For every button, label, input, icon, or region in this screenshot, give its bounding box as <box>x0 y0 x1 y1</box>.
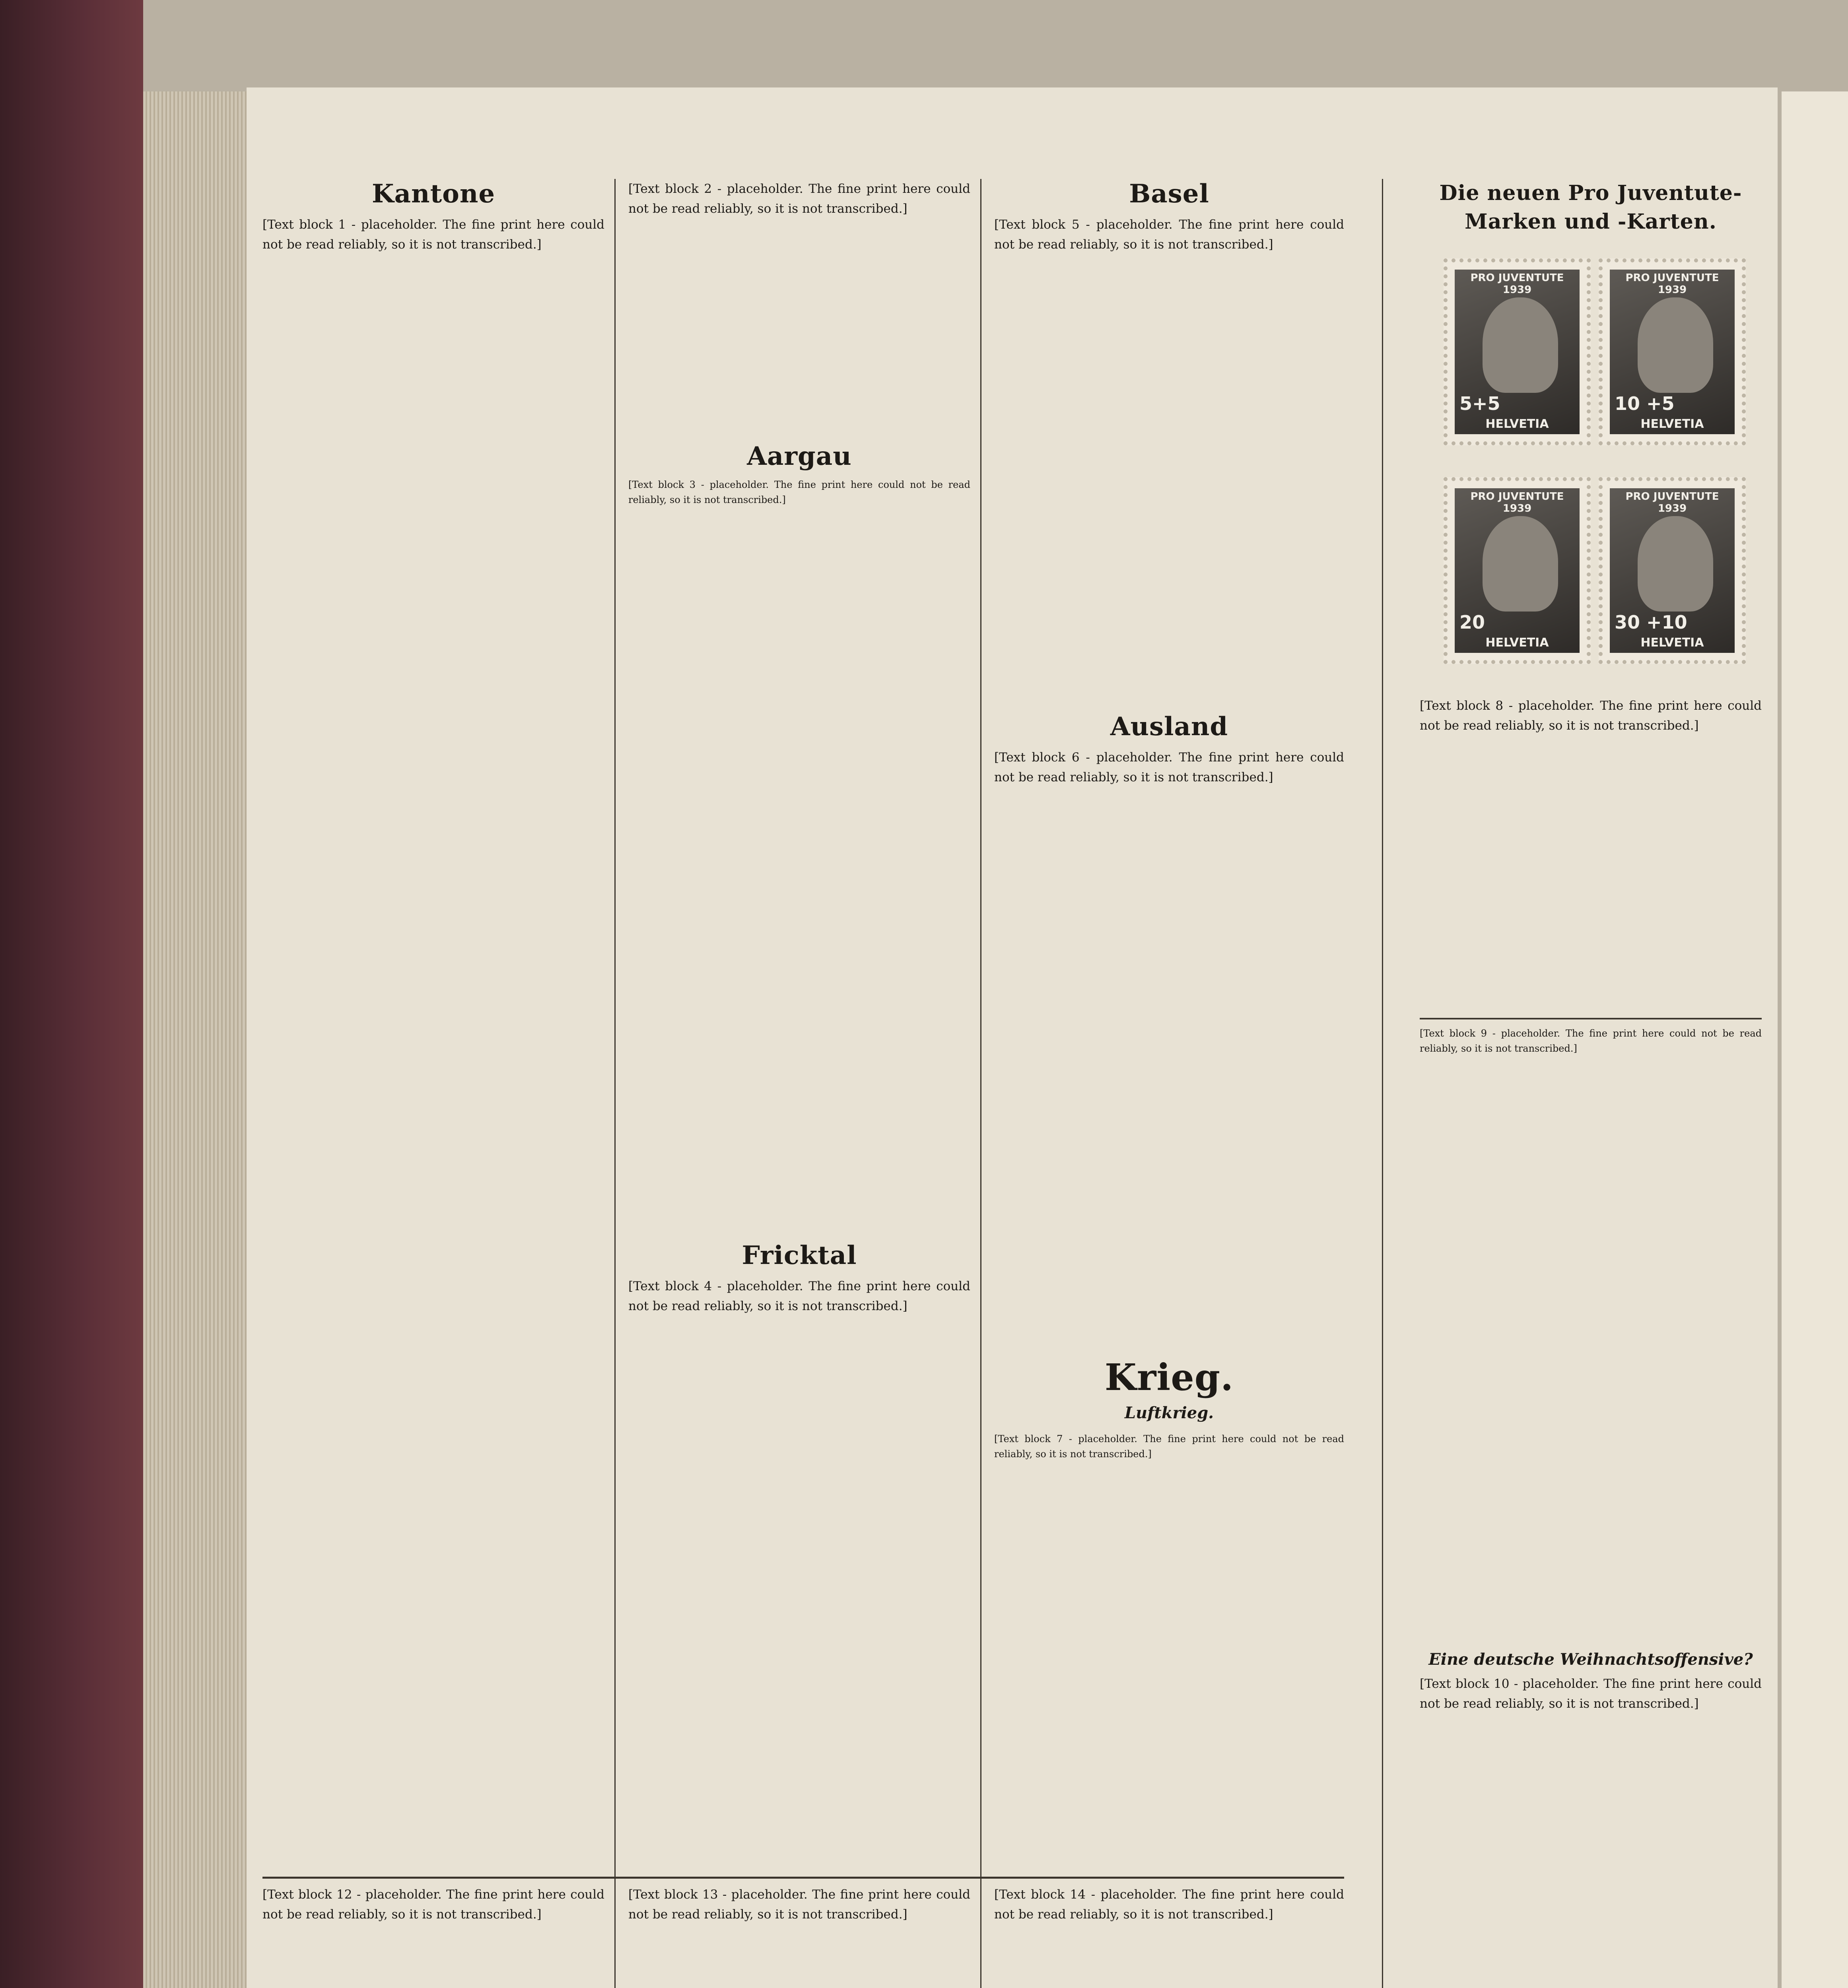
stamp-1 <box>1444 258 1591 445</box>
heading-basel: Basel <box>1129 179 1209 209</box>
heading-juventute: Die neuen Pro Juventute-Marken und -Karten. <box>1439 181 1742 234</box>
novel-column-1: [Text block 12 - placeholder. The fine print here could not be read reliably, so it is not transcribed.] <box>262 1887 604 1922</box>
stamp-title: PRO JUVENTUTE 1939 <box>1625 272 1719 296</box>
feuilleton-rule <box>262 1877 1344 1879</box>
stamp-title: PRO JUVENTUTE 1939 <box>1625 491 1719 514</box>
stamp-portrait <box>1483 297 1558 393</box>
stamp-3 <box>1444 477 1591 664</box>
stamp-country: HELVETIA <box>1640 636 1704 650</box>
column-4-mid-text: [Text block 9 - placeholder. The fine print here could not be read reliably, so it is not transcribed.] <box>1420 1028 1762 1054</box>
juventute-text: [Text block 8 - placeholder. The fine print here could not be read reliably, so it is not transcribed.] <box>1420 699 1762 733</box>
column-1-text: [Text block 1 - placeholder. The fine print here could not be read reliably, so it is not transcribed.] <box>262 217 604 252</box>
krieg-text: [Text block 7 - placeholder. The fine print here could not be read reliably, so it is not transcribed.] <box>994 1433 1344 1460</box>
stamp-country: HELVETIA <box>1640 417 1704 431</box>
column-rule <box>614 179 616 1988</box>
stamp-portrait <box>1638 516 1713 612</box>
column-divider <box>1420 1018 1762 1019</box>
stamp-value: 30 +10 <box>1615 612 1687 633</box>
novel-column-3: [Text block 14 - placeholder. The fine print here could not be read reliably, so it is not transcribed.] <box>994 1887 1344 1922</box>
book-spine <box>0 0 143 1988</box>
stamp-value: 5+5 <box>1459 393 1500 414</box>
stamp-country: HELVETIA <box>1485 417 1549 431</box>
column-rule <box>1382 179 1383 1988</box>
facing-page-edge <box>1782 91 1848 1988</box>
stamp-title: PRO JUVENTUTE 1939 <box>1470 272 1564 296</box>
stamp-2 <box>1599 258 1746 445</box>
ausland-text: [Text block 6 - placeholder. The fine print here could not be read reliably, so it is not transcribed.] <box>994 750 1344 784</box>
newspaper-page <box>247 87 1778 1988</box>
heading-luftkrieg: Luftkrieg. <box>1124 1404 1214 1422</box>
heading-weihnacht: Eine deutsche Weihnachtsoffensive? <box>1428 1650 1753 1669</box>
heading-ausland: Ausland <box>1110 712 1228 742</box>
stamp-country: HELVETIA <box>1485 636 1549 650</box>
stamp-4 <box>1599 477 1746 664</box>
stamp-portrait <box>1483 516 1558 612</box>
aargau-text: [Text block 3 - placeholder. The fine print here could not be read reliably, so it is not transcribed.] <box>628 479 970 505</box>
basel-text: [Text block 5 - placeholder. The fine print here could not be read reliably, so it is not transcribed.] <box>994 217 1344 252</box>
page-edges <box>143 91 247 1988</box>
stamp-value: 10 +5 <box>1615 393 1675 414</box>
novel-column-2: [Text block 13 - placeholder. The fine print here could not be read reliably, so it is not transcribed.] <box>628 1887 970 1922</box>
heading-krieg: Krieg. <box>1104 1356 1234 1399</box>
weihnacht-text: [Text block 10 - placeholder. The fine print here could not be read reliably, so it is not transcribed.] <box>1420 1677 1762 1711</box>
stamp-portrait <box>1638 297 1713 393</box>
heading-fricktal: Fricktal <box>742 1241 857 1270</box>
heading-aargau: Aargau <box>747 441 852 471</box>
column-2-text: [Text block 2 - placeholder. The fine print here could not be read reliably, so it is not transcribed.] <box>628 182 970 216</box>
fricktal-text: [Text block 4 - placeholder. The fine print here could not be read reliably, so it is not transcribed.] <box>628 1279 970 1313</box>
stamp-title: PRO JUVENTUTE 1939 <box>1470 491 1564 514</box>
column-rule <box>980 179 981 1988</box>
heading-kantone: Kantone <box>371 179 496 209</box>
stamp-value: 20 <box>1459 612 1485 633</box>
